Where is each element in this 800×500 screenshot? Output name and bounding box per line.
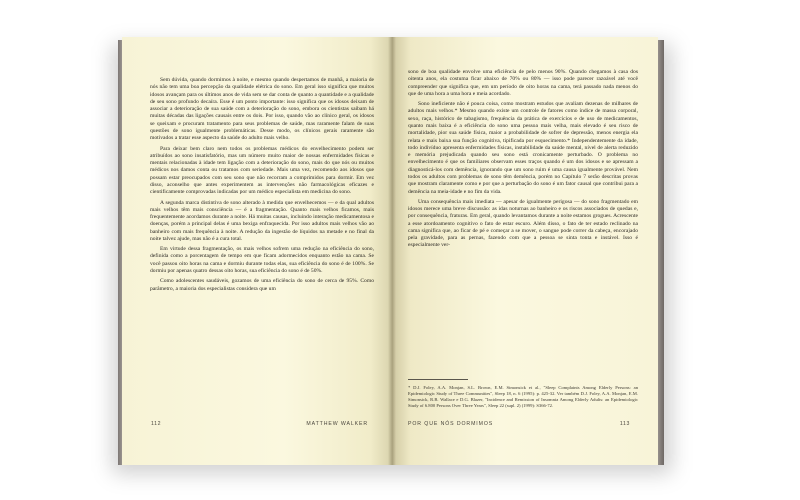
right-paragraph-1: sono de boa qualidade envolve uma eficiência de pelo menos 90%. Quando chegamos à casa dos oitenta anos, ela costuma ficar abaixo de 70% ou 80% — isso pode parecer razoável até você compreender que significa que, em um período de oito horas na cama, terá passado nada menos do que de uma hora a uma hora e meia acordado. [408,69,638,97]
left-page [122,37,392,465]
footnote: * D.J. Foley, A.A. Monjan, S.L. Brown, E.M. Simonsick et al., "Sleep Complaints Among Elderly Persons: an Epidemiologic Study of Three Communities", Sleep 18, n. 6 (1995): p. 425-32. Ver também D.J. Foley, A.A. Monjan, E.M. Simonsick, R.B. Wallace e D.G. Blazer, "Incidence and Remission of Insomnia Among Elderly Adults: an Epidemiologic Study of 6.800 Persons Over Three Years", Sleep 22 (supl. 2) (1999): S366-72. [408,385,638,408]
footnote-rule [408,379,468,380]
right-page [392,37,658,465]
left-page-body [150,77,374,293]
left-paragraph-3: A segunda marca distintiva de sono alterado à medida que envelhecemos — e da qual adultos mais velhos têm mais consciência — é a fragmentação. Quanto mais velhos ficamos, mais frequentemente acordamos durante a noite. Há muitas causas, incluindo interação medicamentosa e doenças, porém a principal delas é uma bexiga enfraquecida. Por isso adultos mais velhos vão ao banheiro com mais frequência à noite. A redução da ingestão de líquidos na metade e no final da noite talvez ajude, mas não é a cura total. [150,199,374,242]
left-page-number: 112 [151,421,162,427]
left-running-head: MATTHEW WALKER [306,421,368,427]
right-running-head: POR QUE NÓS DORMIMOS [408,421,494,427]
left-paragraph-2: Para deixar bem claro nem todos os problemas médicos do envelhecimento podem ser atribuídos ao sono insatisfatório, mas um número muito maior de nossas enfermidades físicas e mentais relacionadas à idade tem ligação com a deterioração do sono, mais do que nós ou muitos médicos nos damos conta ou tratamos com seriedade. Mais uma vez, recomendo aos idosos que possam estar preocupados com seu sono que não recorram a comprimidos para dormir. Em vez disso, aconselho que antes experimentem as intervenções não farmacológicas eficazes e cientificamente comprovadas indicadas por um médico especialista em medicina do sono. [150,145,374,196]
right-paragraph-3: Uma consequência mais imediata — apesar de igualmente perigosa — do sono fragmentado em idosos merece uma breve discussão: as idas noturnas ao banheiro e os riscos associados de quedas e, por consequência, fraturas. Em geral, quando levantamos durante a noite estamos grogues. Acrescente a esse atordoamento cognitivo o fato de estar escuro. Além disso, o fato de ter estado reclinado na cama significa que, ao ficar de pé e começar a se mover, o sangue pode correr da cabeça, encorajado pela gravidade, para as pernas, fazendo com que a pessoa se sinta tonta e instável. Isso é especialmente ver- [408,198,638,249]
right-paragraph-2: Sono ineficiente não é pouca coisa, como mostram estudos que avaliam dezenas de milhares de adultos mais velhos.* Mesmo quando existe um controle de fatores como índice de massa corporal, sexo, raça, histórico de tabagismo, frequência da prática de exercícios e de uso de medicamentos, quanto mais baixa é a eficiência do sono uma pessoa mais velha, mais elevado é seu risco de mortalidade, pior sua saúde física, maior a probabilidade de sofrer de depressão, menos energia ela relata e mais baixa sua função cognitiva, tipificada por esquecimento.* Independentemente da idade, todo indivíduo apresenta enfermidades físicas, instabilidade da saúde mental, nível de alerta reduzido e memória prejudicada quando seu sono está cronicamente perturbado. O problema no envelhecimento é que os familiares observam esses traços quando é um dos idosos e se apressam a diagnosticá-los com demência, ignorando que um sono ruim é uma causa igualmente provável. Nem todos os adultos com problemas de sono têm demência, porém no Capítulo 7 serão descritas provas que mostram claramente como e por que a perturbação do sono é um fator causal que contribui para a demência na meia-idade e no fim da vida. [408,101,638,195]
left-paragraph-5: Como adolescentes saudáveis, gozamos de uma eficiência do sono de cerca de 95%. Como parâmetro, a maioria dos especialistas considera que um [150,278,374,292]
right-page-body [408,69,638,250]
right-page-number: 113 [619,421,630,427]
left-paragraph-1: Sem dúvida, quando dormimos à noite, e mesmo quando despertamos de manhã, a maioria de nós não tem uma boa percepção da qualidade elétrica do sono. Em geral isso significa que muitos idosos avançam para os últimos anos de vida sem se dar conta de quanto a quantidade e a qualidade de seu sono profundo decaíra. Esse é um ponto importante: isso significa que os idosos deixam de associar a deterioração de sua saúde com a deterioração do sono, embora os cientistas saibam há muitas décadas das ligações causais entre os dois. Por isso, quando vão ao clínico geral, os idosos se queixam e procuram tratamento para seus problemas de saúde, mas raramente falam de suas questões de sono igualmente problemáticas. Desse modo, os clínicos gerais raramente são motivados a tratar esse aspecto da saúde do adulto mais velho. [150,77,374,142]
book-gutter [388,37,396,465]
left-paragraph-4: Em virtude dessa fragmentação, os mais velhos sofrem uma redução na eficiência do sono, definida como a porcentagem de tempo em que ficam adormecidos enquanto estão na cama. Se você passou oito horas na cama e dormiu durante todas elas, sua eficiência do sono é de 100%. Se dormiu por apenas quatro dessas oito horas, sua eficiência do sono é de 50%. [150,246,374,275]
